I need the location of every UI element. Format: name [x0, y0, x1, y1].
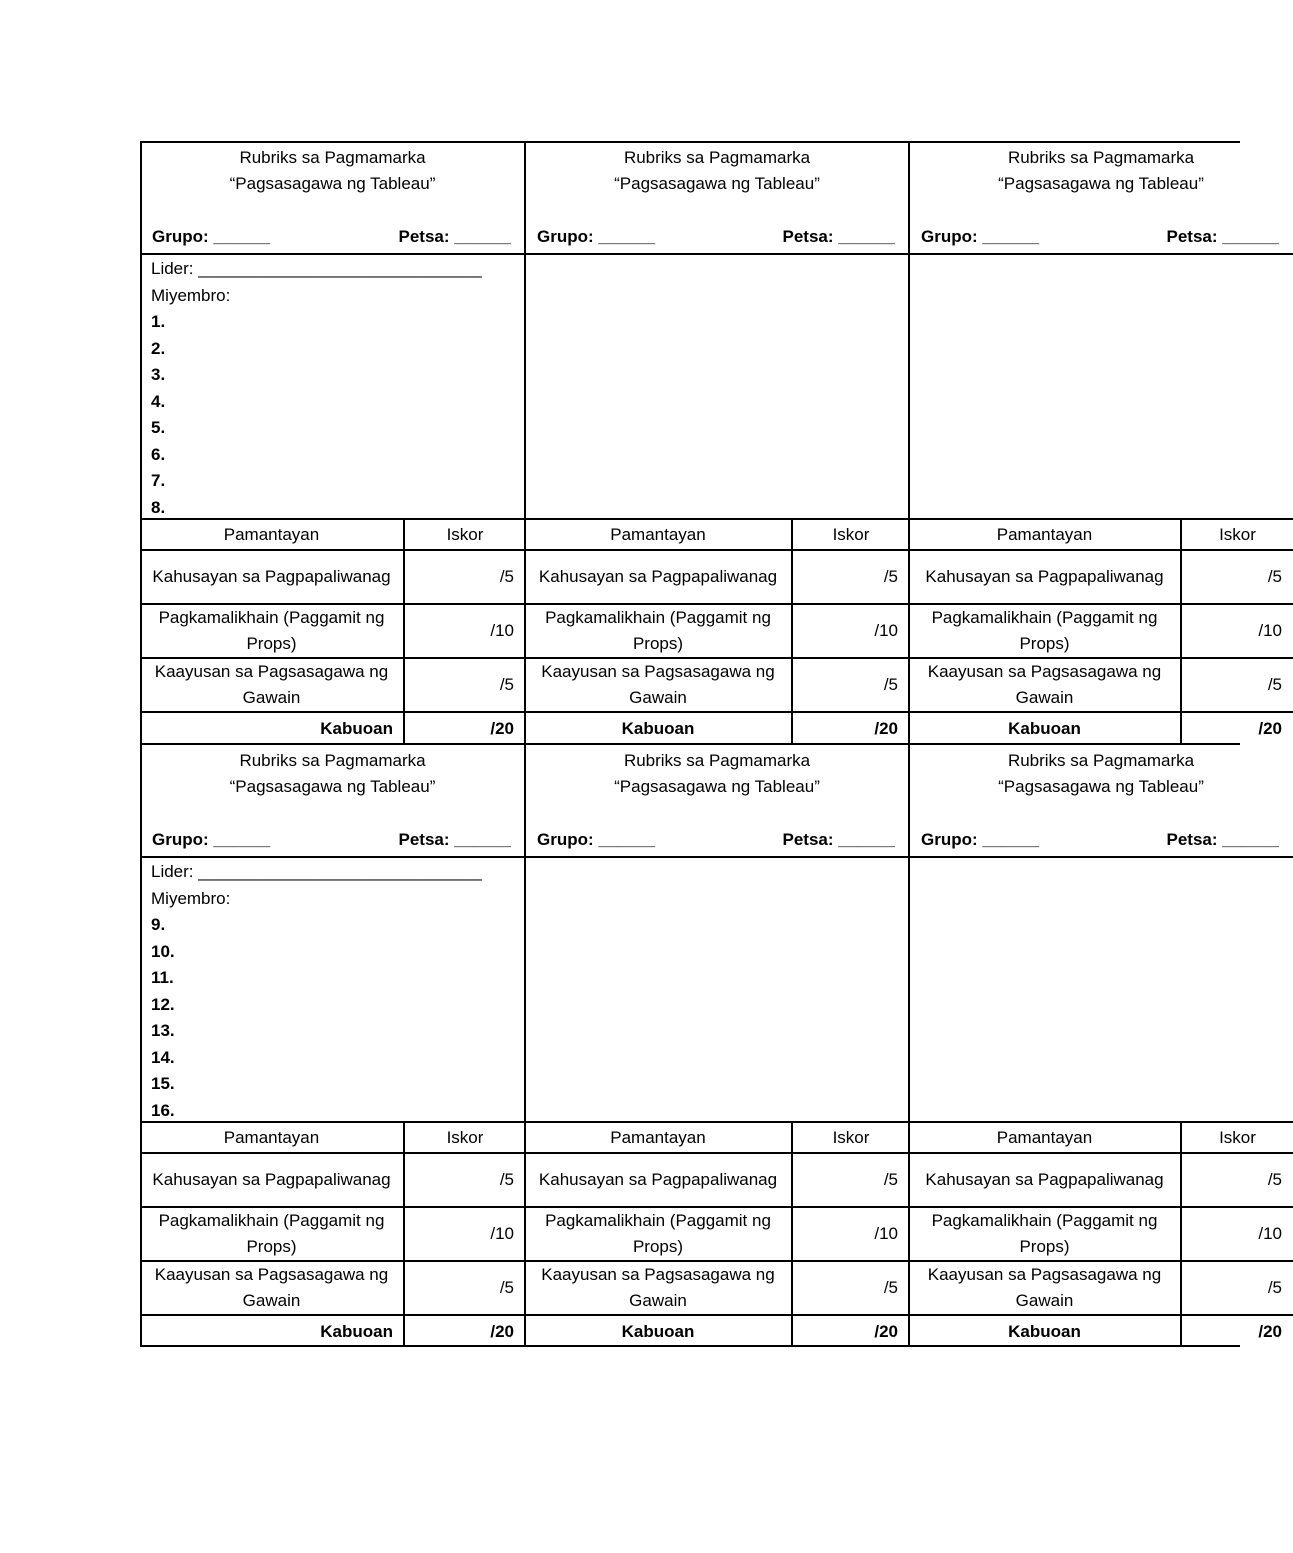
criteria-row: [909, 1208, 1293, 1262]
card-subtitle: “Pagsasagawa ng Tableau”: [998, 174, 1204, 193]
criteria-name: Pagkamalikhain (Paggamit ng Props): [140, 605, 405, 657]
total-score: /20: [874, 718, 898, 738]
rubric-card: [140, 141, 525, 744]
card-title: Rubriks sa Pagmamarka: [239, 751, 426, 770]
rubric-card: [909, 744, 1293, 1347]
card-header: [525, 744, 909, 858]
card-subtitle: “Pagsasagawa ng Tableau”: [998, 777, 1204, 796]
member-number: 1.: [151, 312, 166, 331]
grupo-field: Grupo: ______: [921, 830, 1040, 849]
rubric-card: [140, 744, 525, 1347]
header-pamantayan: Pamantayan: [140, 1123, 405, 1152]
total-label: Kabuoan: [909, 713, 1182, 744]
criteria-score: /5: [1267, 675, 1282, 694]
criteria-row: [525, 551, 909, 605]
header-pamantayan: Pamantayan: [909, 520, 1182, 549]
criteria-row: [909, 1154, 1293, 1208]
members-area: [525, 255, 909, 520]
member-number: 4.: [151, 391, 166, 411]
criteria-row: [140, 1208, 525, 1262]
member-number: 5.: [151, 418, 166, 437]
grupo-field: Grupo: ______: [152, 830, 271, 849]
criteria-row: [140, 713, 525, 744]
header-pamantayan: Pamantayan: [140, 520, 405, 549]
criteria-table: [909, 520, 1293, 744]
total-score: /20: [490, 1321, 514, 1341]
criteria-name: Kahusayan sa Pagpapaliwanag: [525, 1154, 793, 1206]
criteria-score: /10: [490, 1224, 514, 1243]
header-pamantayan: Pamantayan: [525, 520, 793, 549]
header-iskor: Iskor: [446, 524, 484, 544]
criteria-name: Kahusayan sa Pagpapaliwanag: [909, 551, 1182, 603]
criteria-score: /5: [1267, 1278, 1282, 1297]
card-subtitle: “Pagsasagawa ng Tableau”: [229, 777, 436, 796]
criteria-table: [525, 1123, 909, 1347]
criteria-row: [525, 659, 909, 713]
row-border: [140, 1345, 1240, 1347]
members-area: [909, 858, 1293, 1123]
criteria-row: [909, 520, 1293, 551]
lider-field: Lider: ______________________________: [151, 862, 482, 881]
card-subtitle: “Pagsasagawa ng Tableau”: [229, 174, 436, 193]
criteria-row: [140, 1154, 525, 1208]
criteria-score: /10: [874, 1224, 898, 1243]
member-number: 14.: [151, 1047, 175, 1067]
criteria-score: /5: [499, 675, 514, 694]
card-title: Rubriks sa Pagmamarka: [1007, 751, 1195, 770]
total-score: /20: [874, 1321, 898, 1341]
member-number: 3.: [151, 365, 166, 384]
criteria-score: /5: [499, 1278, 514, 1297]
criteria-row: [909, 1123, 1293, 1154]
total-label: Kabuoan: [909, 1316, 1182, 1347]
criteria-row: [909, 1316, 1293, 1347]
criteria-table: [140, 1123, 525, 1347]
criteria-row: [909, 605, 1293, 659]
criteria-score: /5: [1267, 1170, 1282, 1189]
member-number: 15.: [151, 1074, 175, 1093]
criteria-row: [140, 1316, 525, 1347]
criteria-table: [525, 520, 909, 744]
criteria-row: [140, 520, 525, 551]
criteria-row: [525, 1316, 909, 1347]
criteria-row: [525, 1262, 909, 1316]
criteria-score: /10: [874, 621, 898, 640]
criteria-score: /10: [1258, 1224, 1282, 1243]
criteria-name: Kahusayan sa Pagpapaliwanag: [525, 551, 793, 603]
criteria-row: [525, 1154, 909, 1208]
criteria-row: [140, 659, 525, 713]
header-iskor: Iskor: [1219, 1127, 1256, 1147]
petsa-field: Petsa: ______: [1166, 830, 1279, 849]
criteria-name: Pagkamalikhain (Paggamit ng Props): [909, 1208, 1182, 1260]
grupo-field: Grupo: ______: [537, 227, 656, 246]
member-number: 13.: [151, 1021, 175, 1040]
criteria-row: [140, 605, 525, 659]
member-number: 7.: [151, 471, 166, 490]
card-header: [909, 141, 1293, 255]
header-iskor: Iskor: [832, 1127, 870, 1147]
total-label: Kabuoan: [525, 1316, 793, 1347]
criteria-row: [140, 1262, 525, 1316]
criteria-row: [525, 1123, 909, 1154]
criteria-table: [140, 520, 525, 744]
header-iskor: Iskor: [446, 1127, 484, 1147]
header-iskor: Iskor: [1219, 524, 1256, 544]
lider-field: Lider: ______________________________: [151, 259, 482, 278]
criteria-score: /5: [499, 567, 514, 586]
criteria-name: Kahusayan sa Pagpapaliwanag: [909, 1154, 1182, 1206]
row-border: [140, 141, 1240, 143]
members-area: [909, 255, 1293, 520]
criteria-row: [909, 713, 1293, 744]
member-number: 11.: [151, 968, 174, 987]
member-number: 9.: [151, 915, 166, 934]
card-title: Rubriks sa Pagmamarka: [623, 148, 811, 167]
criteria-score: /5: [499, 1170, 514, 1189]
criteria-name: Kaayusan sa Pagsasagawa ng Gawain: [909, 659, 1182, 711]
criteria-score: /5: [883, 567, 898, 586]
card-header: [909, 744, 1293, 858]
total-score: /20: [1258, 718, 1282, 738]
member-list: [151, 256, 482, 521]
criteria-name: Pagkamalikhain (Paggamit ng Props): [525, 605, 793, 657]
criteria-row: [140, 551, 525, 605]
rubric-card: [525, 141, 909, 744]
criteria-row: [525, 605, 909, 659]
criteria-name: Kaayusan sa Pagsasagawa ng Gawain: [140, 1262, 405, 1314]
member-number: 10.: [151, 941, 175, 961]
total-score: /20: [490, 718, 514, 738]
card-subtitle: “Pagsasagawa ng Tableau”: [614, 777, 820, 796]
member-number: 6.: [151, 444, 166, 464]
card-title: Rubriks sa Pagmamarka: [239, 148, 426, 167]
criteria-row: [140, 1123, 525, 1154]
criteria-row: [909, 1262, 1293, 1316]
criteria-score: /5: [1267, 567, 1282, 586]
row-border: [140, 743, 1240, 745]
member-number: 12.: [151, 994, 175, 1014]
criteria-score: /5: [883, 675, 898, 694]
criteria-row: [525, 520, 909, 551]
criteria-name: Pagkamalikhain (Paggamit ng Props): [909, 605, 1182, 657]
criteria-row: [525, 713, 909, 744]
card-subtitle: “Pagsasagawa ng Tableau”: [614, 174, 820, 193]
criteria-score: /10: [490, 621, 514, 640]
criteria-name: Kaayusan sa Pagsasagawa ng Gawain: [909, 1262, 1182, 1314]
criteria-name: Kahusayan sa Pagpapaliwanag: [140, 1154, 405, 1206]
grupo-field: Grupo: ______: [152, 227, 271, 246]
rubric-sheet: [140, 141, 1282, 1347]
criteria-name: Kaayusan sa Pagsasagawa ng Gawain: [525, 659, 793, 711]
card-title: Rubriks sa Pagmamarka: [1007, 148, 1195, 167]
members-area: [140, 255, 525, 520]
card-header: [140, 744, 525, 858]
criteria-name: Kaayusan sa Pagsasagawa ng Gawain: [525, 1262, 793, 1314]
miyembro-label: Miyembro:: [151, 888, 231, 908]
grupo-field: Grupo: ______: [921, 227, 1040, 246]
petsa-field: Petsa: ______: [782, 227, 895, 246]
criteria-name: Pagkamalikhain (Paggamit ng Props): [140, 1208, 405, 1260]
criteria-name: Kahusayan sa Pagpapaliwanag: [140, 551, 405, 603]
criteria-score: /10: [1258, 621, 1282, 640]
card-title: Rubriks sa Pagmamarka: [623, 751, 811, 770]
rubric-card: [909, 141, 1293, 744]
criteria-table: [909, 1123, 1293, 1347]
rubric-card: [525, 744, 909, 1347]
criteria-name: Kaayusan sa Pagsasagawa ng Gawain: [140, 659, 405, 711]
criteria-name: Pagkamalikhain (Paggamit ng Props): [525, 1208, 793, 1260]
petsa-field: Petsa: ______: [398, 227, 511, 246]
member-number: 16.: [151, 1100, 175, 1120]
criteria-score: /5: [883, 1278, 898, 1297]
total-label: Kabuoan: [140, 1316, 405, 1347]
member-number: 8.: [151, 497, 166, 517]
criteria-row: [909, 659, 1293, 713]
criteria-row: [525, 1208, 909, 1262]
miyembro-label: Miyembro:: [151, 285, 231, 305]
petsa-field: Petsa: ______: [782, 830, 895, 849]
criteria-score: /5: [883, 1170, 898, 1189]
header-pamantayan: Pamantayan: [909, 1123, 1182, 1152]
card-header: [140, 141, 525, 255]
total-score: /20: [1258, 1321, 1282, 1341]
members-area: [140, 858, 525, 1123]
card-header: [525, 141, 909, 255]
petsa-field: Petsa: ______: [1166, 227, 1279, 246]
member-list: [151, 859, 482, 1124]
members-area: [525, 858, 909, 1123]
grupo-field: Grupo: ______: [537, 830, 656, 849]
member-number: 2.: [151, 338, 166, 358]
header-pamantayan: Pamantayan: [525, 1123, 793, 1152]
header-iskor: Iskor: [832, 524, 870, 544]
petsa-field: Petsa: ______: [398, 830, 511, 849]
total-label: Kabuoan: [525, 713, 793, 744]
total-label: Kabuoan: [140, 713, 405, 744]
criteria-row: [909, 551, 1293, 605]
